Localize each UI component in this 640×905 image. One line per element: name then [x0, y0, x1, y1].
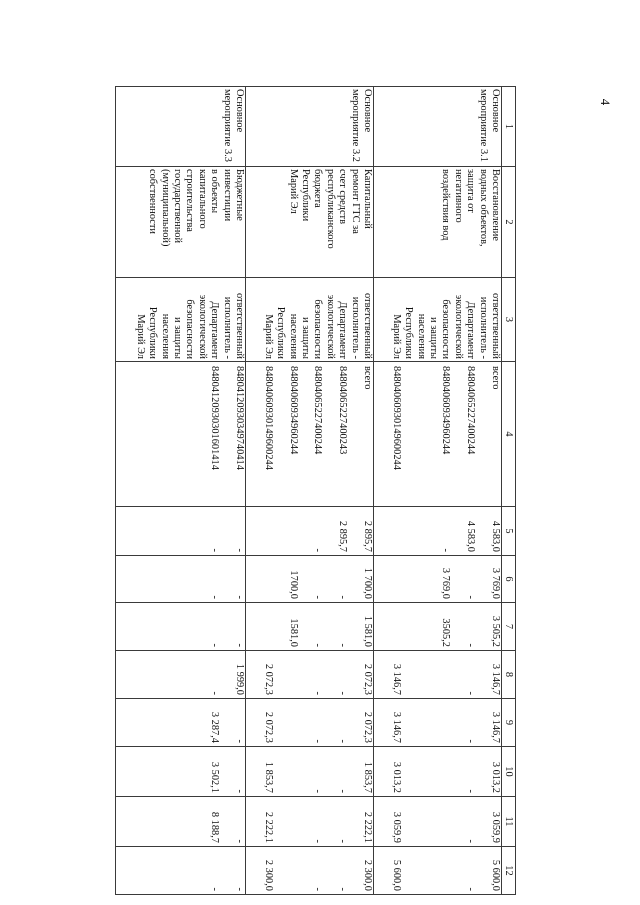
cell-line: населения	[159, 313, 171, 359]
executor-cell	[246, 278, 374, 362]
cell-line: 1700,0	[287, 570, 299, 599]
cell-line	[476, 799, 488, 843]
cell-line: Марий Эл	[287, 169, 299, 214]
cell-line	[323, 749, 335, 793]
cell-line: -	[465, 643, 477, 647]
cell-line	[220, 653, 232, 695]
cell-line	[261, 605, 273, 647]
cell-line: 3 287,4	[209, 711, 221, 743]
cell-line	[220, 701, 232, 743]
cell-line	[451, 849, 463, 891]
cell-line: в объекты	[209, 169, 221, 214]
header-cell-3: 3	[502, 278, 516, 362]
cell-line	[286, 799, 298, 843]
cell-line: Республики	[300, 169, 312, 222]
header-cell-8: 8	[502, 651, 516, 699]
cell-line: -	[234, 548, 245, 552]
cell-line: 2 222,1	[262, 811, 274, 843]
cell-line	[220, 366, 232, 504]
cell-line	[220, 605, 232, 647]
cell-line: экологической	[196, 294, 208, 359]
cell-line	[414, 366, 426, 504]
cell-line	[274, 749, 286, 793]
cell-line: -	[337, 643, 349, 647]
cell-line	[299, 849, 311, 891]
cell-line: Капитальный	[362, 169, 373, 229]
cell-line: (муниципальной)	[159, 169, 171, 247]
header-cell-12: 12	[502, 847, 516, 895]
cell-line: инвестиции	[221, 169, 233, 222]
cell-line	[427, 558, 439, 599]
table-body	[116, 87, 502, 895]
cell-line	[274, 849, 286, 891]
cell-line: бюджета	[312, 169, 324, 208]
cell-line: 3 769,0	[440, 567, 452, 599]
cell-line: -	[312, 595, 324, 599]
cell-line: Департамент	[465, 301, 477, 359]
year-value-cell-12	[246, 847, 374, 895]
cell-line	[348, 799, 360, 843]
cell-line	[261, 558, 273, 599]
cell-line	[220, 749, 232, 793]
cell-line: -	[465, 789, 477, 793]
cell-line: Республики	[403, 306, 415, 359]
year-value-cell-9	[374, 699, 502, 747]
cell-line: Марий Эл	[390, 314, 402, 359]
cell-line: 3 146,7	[490, 663, 501, 695]
cell-line: -	[337, 839, 349, 843]
cell-line	[414, 701, 426, 743]
cell-line	[274, 605, 286, 647]
cell-line	[414, 509, 426, 552]
executor-cell	[116, 278, 246, 362]
cell-line: счет средств	[337, 169, 349, 225]
page-number: 4	[598, 98, 613, 106]
cell-line	[299, 558, 311, 599]
year-value-cell-8	[116, 651, 246, 699]
cell-line	[220, 558, 232, 599]
cell-line: 84804060930149600244	[262, 366, 274, 470]
cell-line: 1 999,0	[234, 663, 245, 695]
cell-line: республиканского	[324, 169, 336, 249]
cell-line: негативного	[452, 169, 464, 223]
cell-line	[427, 799, 439, 843]
cell-line: -	[234, 739, 245, 743]
cell-line: -	[337, 887, 349, 891]
cell-line: 1 853,7	[262, 761, 274, 793]
program-table-rotated	[116, 86, 516, 894]
cell-line	[286, 509, 298, 552]
cell-line: 84804065227400244	[312, 366, 324, 455]
cell-line	[427, 701, 439, 743]
cell-line: Основное	[234, 89, 245, 133]
cell-line	[476, 509, 488, 552]
year-value-cell-11	[246, 797, 374, 847]
cell-line	[476, 849, 488, 891]
cell-line: капитального	[196, 169, 208, 229]
cell-line	[439, 799, 451, 843]
cell-line	[414, 605, 426, 647]
cell-line: безопасности	[312, 299, 324, 359]
cell-line	[389, 558, 401, 599]
header-cell-5: 5	[502, 507, 516, 556]
cell-line	[476, 558, 488, 599]
cell-line: воздействия вод	[440, 169, 452, 241]
cell-line: 2 072,3	[362, 663, 373, 695]
header-cell-10: 10	[502, 747, 516, 797]
cell-line: безопасности	[184, 299, 196, 359]
cell-line	[299, 605, 311, 647]
cell-line: всего	[490, 366, 501, 390]
year-value-cell-10	[116, 747, 246, 797]
cell-line	[348, 558, 360, 599]
cell-line	[323, 605, 335, 647]
cell-line: Департамент	[337, 301, 349, 359]
cell-line: ремонт ГТС за	[349, 169, 361, 234]
cell-line	[274, 653, 286, 695]
cell-line: Основное	[490, 89, 501, 133]
cell-line: 1 700,0	[362, 567, 373, 599]
cell-line	[286, 653, 298, 695]
cell-line: 84804065227400244	[465, 366, 477, 455]
cell-line: -	[465, 691, 477, 695]
cell-line	[427, 509, 439, 552]
cell-line	[451, 701, 463, 743]
cell-line	[323, 799, 335, 843]
cell-line	[389, 509, 401, 552]
header-cell-4: 4	[502, 362, 516, 507]
cell-line	[476, 653, 488, 695]
year-value-cell-7	[246, 603, 374, 651]
cell-line	[323, 653, 335, 695]
cell-line	[299, 701, 311, 743]
cell-line: и защиты	[172, 317, 184, 359]
cell-line: -	[312, 839, 324, 843]
event-description-cell	[116, 167, 246, 278]
cell-line: ответственный	[362, 293, 373, 359]
cell-line	[274, 799, 286, 843]
table-row	[116, 87, 246, 895]
year-value-cell-6	[374, 556, 502, 603]
cell-line: -	[465, 887, 477, 891]
table-row	[374, 87, 502, 895]
cell-line: -	[440, 548, 452, 552]
cell-line	[402, 558, 414, 599]
budget-code-cell	[374, 362, 502, 507]
cell-line: 3 146,7	[490, 711, 501, 743]
cell-line: и защиты	[428, 317, 440, 359]
year-value-cell-5	[116, 507, 246, 556]
cell-line	[451, 605, 463, 647]
cell-line	[299, 799, 311, 843]
cell-line	[348, 653, 360, 695]
cell-line: 1 581,0	[362, 615, 373, 647]
cell-line	[427, 605, 439, 647]
cell-line	[348, 605, 360, 647]
cell-line: Марий Эл	[262, 314, 274, 359]
cell-line	[427, 749, 439, 793]
cell-line	[274, 509, 286, 552]
cell-line: -	[234, 789, 245, 793]
cell-line: Департамент	[209, 301, 221, 359]
cell-line	[323, 366, 335, 504]
cell-line: 3 769,0	[490, 567, 501, 599]
cell-line: 2 222,1	[362, 811, 373, 843]
cell-line	[439, 653, 451, 695]
cell-line: защита от	[465, 169, 477, 213]
year-value-cell-5	[246, 507, 374, 556]
cell-line	[323, 701, 335, 743]
cell-line: -	[209, 643, 221, 647]
year-value-cell-7	[116, 603, 246, 651]
cell-line	[451, 366, 463, 504]
cell-line: -	[465, 595, 477, 599]
cell-line	[414, 849, 426, 891]
header-cell-7: 7	[502, 603, 516, 651]
cell-line	[402, 653, 414, 695]
cell-line: 3 146,7	[390, 711, 402, 743]
cell-line: 2 895,7	[337, 520, 349, 552]
cell-line: Республики	[147, 306, 159, 359]
cell-line	[451, 749, 463, 793]
year-value-cell-11	[374, 797, 502, 847]
cell-line: водных объектов,	[477, 169, 489, 247]
cell-line: -	[312, 789, 324, 793]
cell-line: -	[337, 595, 349, 599]
cell-line	[414, 799, 426, 843]
cell-line: 3 013,2	[390, 761, 402, 793]
cell-line	[414, 558, 426, 599]
year-value-cell-7	[374, 603, 502, 651]
cell-line: -	[337, 739, 349, 743]
cell-line	[348, 509, 360, 552]
table-header	[502, 87, 516, 895]
cell-line	[427, 653, 439, 695]
cell-line	[402, 749, 414, 793]
cell-line: Марий Эл	[134, 314, 146, 359]
cell-line	[274, 558, 286, 599]
cell-line	[427, 849, 439, 891]
event-name-cell	[116, 87, 246, 167]
cell-line	[299, 509, 311, 552]
cell-line: -	[209, 548, 221, 552]
cell-line	[261, 509, 273, 552]
cell-line: -	[234, 839, 245, 843]
year-value-cell-8	[374, 651, 502, 699]
cell-line: -	[465, 739, 477, 743]
cell-line	[476, 749, 488, 793]
cell-line: государственной	[172, 169, 184, 244]
year-value-cell-6	[116, 556, 246, 603]
cell-line	[451, 799, 463, 843]
cell-line: 3 059,9	[390, 811, 402, 843]
cell-line	[274, 701, 286, 743]
cell-line	[402, 366, 414, 504]
cell-line: мероприятие 3.3	[221, 89, 233, 162]
cell-line: 3505,2	[440, 618, 452, 647]
cell-line	[402, 509, 414, 552]
cell-line: -	[312, 739, 324, 743]
cell-line: Бюджетные	[234, 169, 245, 221]
cell-line: 1 853,7	[362, 761, 373, 793]
budget-code-cell	[246, 362, 374, 507]
cell-line: исполнитель -	[349, 296, 361, 359]
cell-line: безопасности	[440, 299, 452, 359]
cell-line	[220, 799, 232, 843]
cell-line: 4 583,0	[465, 520, 477, 552]
cell-line	[299, 749, 311, 793]
cell-line: 2 300,0	[262, 859, 274, 891]
cell-line: 2 072,3	[362, 711, 373, 743]
cell-line: 84804060934960244	[287, 366, 299, 455]
cell-line: населения	[415, 313, 427, 359]
year-value-cell-8	[246, 651, 374, 699]
event-description-cell	[246, 167, 374, 278]
year-value-cell-11	[116, 797, 246, 847]
header-cell-1: 1	[502, 87, 516, 167]
executor-cell	[374, 278, 502, 362]
cell-line	[286, 849, 298, 891]
cell-line	[299, 653, 311, 695]
cell-line: 3 059,9	[490, 811, 501, 843]
cell-line: 3 146,7	[390, 663, 402, 695]
event-name-cell	[374, 87, 502, 167]
header-row	[502, 87, 516, 895]
header-cell-2: 2	[502, 167, 516, 278]
cell-line	[323, 849, 335, 891]
cell-line	[414, 749, 426, 793]
cell-line: Республики	[275, 306, 287, 359]
cell-line: и защиты	[300, 317, 312, 359]
year-value-cell-10	[374, 747, 502, 797]
year-value-cell-5	[374, 507, 502, 556]
cell-line	[220, 509, 232, 552]
cell-line	[414, 653, 426, 695]
cell-line: населения	[287, 313, 299, 359]
cell-line	[476, 366, 488, 504]
cell-line: -	[312, 643, 324, 647]
cell-line: -	[312, 887, 324, 891]
cell-line: -	[337, 691, 349, 695]
cell-line	[402, 605, 414, 647]
cell-line	[439, 701, 451, 743]
cell-line: ответственный	[234, 293, 245, 359]
header-cell-6: 6	[502, 556, 516, 603]
year-value-cell-12	[116, 847, 246, 895]
table-row	[246, 87, 374, 895]
cell-line: 3 505,2	[490, 615, 501, 647]
cell-line	[476, 605, 488, 647]
cell-line: исполнитель -	[477, 296, 489, 359]
cell-line: 84804120930349740414	[234, 366, 245, 470]
cell-line: 5 600,0	[390, 859, 402, 891]
year-value-cell-10	[246, 747, 374, 797]
year-value-cell-9	[246, 699, 374, 747]
cell-line: -	[209, 595, 221, 599]
year-value-cell-6	[246, 556, 374, 603]
cell-line: -	[337, 789, 349, 793]
cell-line: 2 300,0	[362, 859, 373, 891]
cell-line: 84804060934960244	[440, 366, 452, 455]
event-description-cell	[374, 167, 502, 278]
cell-line: -	[312, 691, 324, 695]
budget-code-cell	[116, 362, 246, 507]
cell-line	[220, 849, 232, 891]
cell-line	[299, 366, 311, 504]
cell-line: -	[209, 887, 221, 891]
cell-line	[402, 849, 414, 891]
year-value-cell-9	[116, 699, 246, 747]
cell-line: 4 583,0	[490, 520, 501, 552]
cell-line: мероприятие 3.2	[349, 89, 361, 162]
cell-line	[348, 366, 360, 504]
cell-line: -	[312, 548, 324, 552]
cell-line	[439, 849, 451, 891]
cell-line	[348, 701, 360, 743]
cell-line: 5 600,0	[490, 859, 501, 891]
cell-line: 3 502,1	[209, 761, 221, 793]
cell-line: строительства	[184, 169, 196, 232]
cell-line: 84804120930301601414	[209, 366, 221, 470]
cell-line: экологической	[324, 294, 336, 359]
cell-line: 8 188,7	[209, 811, 221, 843]
cell-line: -	[234, 595, 245, 599]
cell-line	[451, 653, 463, 695]
cell-line: всего	[362, 366, 373, 390]
cell-line: Восстановление	[490, 169, 501, 241]
cell-line: 2 895,7	[362, 520, 373, 552]
cell-line: Основное	[362, 89, 373, 133]
cell-line	[439, 749, 451, 793]
program-table	[115, 86, 516, 895]
cell-line: 3 013,2	[490, 761, 501, 793]
cell-line: мероприятие 3.1	[477, 89, 489, 162]
cell-line	[348, 849, 360, 891]
header-cell-11: 11	[502, 797, 516, 847]
cell-line	[451, 509, 463, 552]
cell-line: -	[234, 887, 245, 891]
cell-line	[286, 701, 298, 743]
cell-line: 2 072,3	[262, 663, 274, 695]
cell-line	[427, 366, 439, 504]
header-cell-9: 9	[502, 699, 516, 747]
cell-line: исполнитель -	[221, 296, 233, 359]
event-name-cell	[246, 87, 374, 167]
cell-line	[323, 558, 335, 599]
cell-line	[389, 605, 401, 647]
cell-line: 1581,0	[287, 618, 299, 647]
year-value-cell-12	[374, 847, 502, 895]
cell-line: -	[234, 643, 245, 647]
cell-line	[402, 701, 414, 743]
cell-line: 84804060930149600244	[390, 366, 402, 470]
cell-line	[348, 749, 360, 793]
cell-line: -	[209, 691, 221, 695]
cell-line	[451, 558, 463, 599]
cell-line: ответственный	[490, 293, 501, 359]
cell-line: собственности	[147, 169, 159, 234]
cell-line	[274, 366, 286, 504]
cell-line: экологической	[452, 294, 464, 359]
cell-line: 2 072,3	[262, 711, 274, 743]
cell-line	[286, 749, 298, 793]
cell-line: 84804065227400243	[337, 366, 349, 455]
cell-line	[402, 799, 414, 843]
cell-line	[323, 509, 335, 552]
cell-line: -	[465, 839, 477, 843]
cell-line	[476, 701, 488, 743]
